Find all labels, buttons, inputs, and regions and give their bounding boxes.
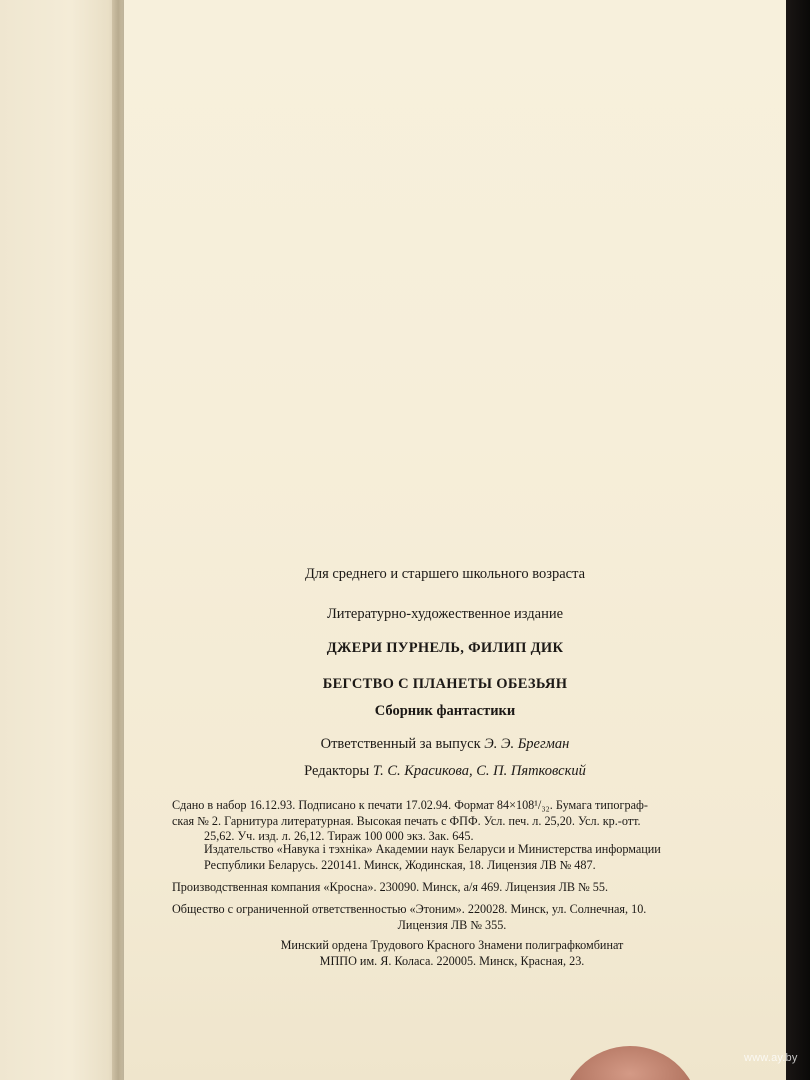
print-data-line: 25,62. Уч. изд. л. 26,12. Тираж 100 000 экз. Зак. 645. bbox=[204, 829, 474, 843]
printer-line: Минский ордена Трудового Красного Знамени полиграфкомбинат bbox=[280, 938, 624, 952]
editor-1: Т. С. Красикова, bbox=[372, 763, 473, 779]
production-line: Производственная компания «Кросна». 230090. Минск, а/я 469. Лицензия ЛВ № 55. bbox=[172, 880, 608, 894]
responsible-name: Э. Э. Брегман bbox=[484, 736, 570, 752]
authors: ДЖЕРИ ПУРНЕЛЬ, ФИЛИП ДИК bbox=[326, 640, 564, 656]
left-page bbox=[0, 0, 118, 1080]
print-data-line: Сдано в набор 16.12.93. Подписано к печати 17.02.94. Формат 84×108¹/₃₂. Бумага типограф- bbox=[172, 798, 648, 812]
book-subtitle: Сборник фантастики bbox=[374, 703, 516, 719]
editor-2: С. П. Пятковский bbox=[476, 763, 586, 779]
publisher-line: Республики Беларусь. 220141. Минск, Жодинская, 18. Лицензия ЛВ № 487. bbox=[204, 857, 596, 872]
background-edge bbox=[786, 0, 810, 1080]
printer-line: МППО им. Я. Коласа. 220005. Минск, Красная, 23. bbox=[319, 953, 585, 968]
editors-label: Редакторы bbox=[304, 763, 370, 779]
printer-info bbox=[172, 938, 732, 969]
print-data bbox=[172, 798, 732, 845]
responsible-label: Ответственный за выпуск bbox=[320, 736, 481, 752]
responsible-line bbox=[165, 736, 725, 753]
society-line: Лицензия ЛВ № 355. bbox=[397, 917, 507, 932]
book-title: БЕГСТВО С ПЛАНЕТЫ ОБЕЗЬЯН bbox=[322, 676, 568, 692]
edition-type: Литературно-художественное издание bbox=[326, 606, 564, 622]
publisher-info bbox=[172, 842, 732, 873]
audience-line: Для среднего и старшего школьного возраста bbox=[304, 566, 586, 582]
watermark: www.ay.by bbox=[744, 1052, 798, 1064]
editors-line bbox=[165, 763, 725, 780]
print-data-line: ская № 2. Гарнитура литературная. Высокая печать с ФПФ. Усл. печ. л. 25,20. Усл. кр.-отт. bbox=[172, 813, 641, 828]
publisher-line: Издательство «Навука і тэхніка» Академии наук Беларуси и Министерства информации bbox=[204, 842, 661, 856]
society-info bbox=[172, 902, 732, 933]
society-line: Общество с ограниченной ответственностью «Этоним». 220028. Минск, ул. Солнечная, 10. bbox=[172, 902, 647, 916]
production-info bbox=[172, 880, 732, 896]
